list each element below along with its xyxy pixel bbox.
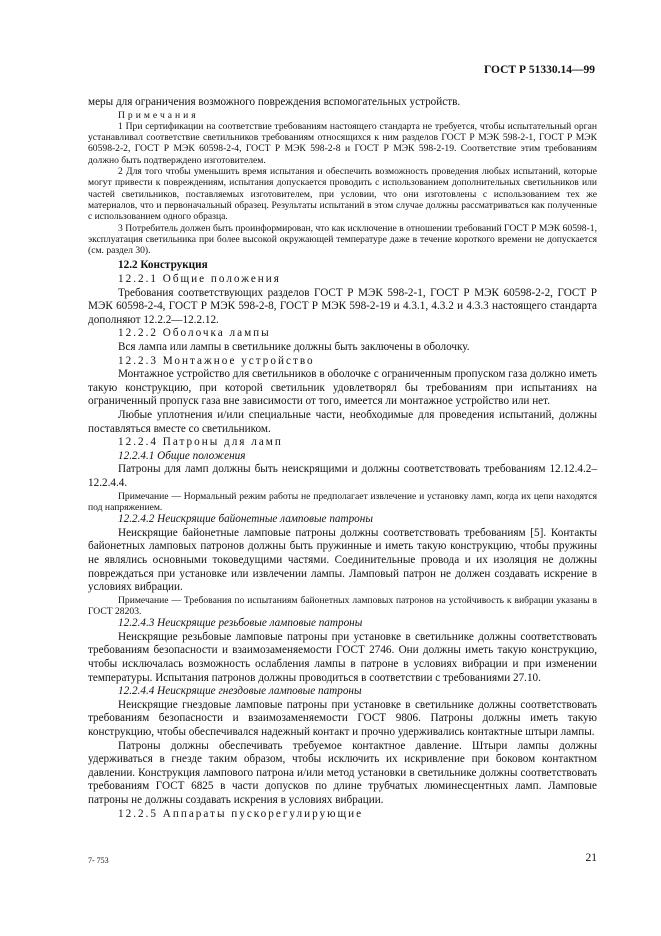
paragraph-p4: 3 Потребитель должен быть проинформирован, что как исключение в отношении требований ГОСТ Р МЭК 60598-1, эксплуатация светильника при более высокой окружающей температуре даже в течение короткого времени не допускается (см. раздел 30). bbox=[88, 222, 597, 257]
paragraph-p24: Патроны должны обеспечивать требуемое контактное давление. Штыри лампы должны удерживаться в гнезде таким образом, чтобы исключить их искривление при боковом контактном давлении. Конструкция лампового патрона и/или метод установки в светильнике должны соответствовать требованиям ГОСТ 6825 в части допусков по длине трубчатых люминесцентных ламп. Ламповые патроны не должны создавать искрения в условиях вибрации. bbox=[88, 739, 597, 807]
paragraph-p17: 12.2.4.2 Неискрящие байонетные ламповые патроны bbox=[118, 513, 373, 526]
paragraph-p18: Неискрящие байонетные ламповые патроны должны соответствовать требованиям [5]. Контакты байонетных ламповых патронов должны быть пружинные и иметь такую конструкцию, чтобы пружины не являлись основными токоведущими частями. Соединительные провода и их изоляция не должны повреждаться при установке или извлечении лампы. Ламповый патрон не должен создавать искрение в условиях вибрации. bbox=[88, 526, 597, 594]
print-mark: 7- 753 bbox=[88, 856, 109, 865]
paragraph-p23: Неискрящие гнездовые ламповые патроны при установке в светильнике должны соответствовать требованиям безопасности и взаимозаменяемости ГОСТ 9806. Патроны должны иметь такую конструкцию, чтобы обеспечивался надежный контакт и прочно удерживались контактные штыри лампы. bbox=[88, 698, 597, 739]
paragraph-p14: 12.2.4.1 Общие положения bbox=[118, 449, 246, 462]
paragraph-p25: 12.2.5 Аппараты пускорегулирующие bbox=[118, 807, 364, 820]
page-number: 21 bbox=[585, 852, 597, 864]
paragraph-p10: 12.2.3 Монтажное устройство bbox=[118, 354, 315, 367]
paragraph-p11: Монтажное устройство для светильников в оболочке с ограниченным пропуском газа должно иметь такую конструкцию, при которой светильник удовлетворял бы требованиям при испытаниях на ограниченный пропуск газа вне зависимости от того, имеется ли монтажное устройство или нет. bbox=[88, 368, 597, 408]
paragraph-p1: Примечания bbox=[118, 109, 199, 121]
paragraph-p13: 12.2.4 Патроны для ламп bbox=[118, 436, 283, 449]
standard-header: ГОСТ Р 51330.14—99 bbox=[484, 64, 595, 76]
paragraph-p19: Примечание — Требования по испытаниям байонетных ламповых патронов на устойчивость к вибрации указаны в ГОСТ 28203. bbox=[88, 594, 597, 617]
document-body bbox=[88, 96, 597, 821]
paragraph-p3: 2 Для того чтобы уменьшить время испытания и обеспечить возможность проведения любых испытаний, которые могут привести к повреждениям, испытания допускается проводить с использованием дополнительных светильников или частей светильников, поставляемых изготовителем, при условии, что они изготовлены с использованием тех же материалов, что и первоначальный образец. Результаты испытаний в этом случае должны рассматриваться как полученные с использованием одного образца. bbox=[88, 166, 597, 223]
paragraph-p0: меры для ограничения возможного повреждения вспомогательных устройств. bbox=[88, 96, 461, 108]
paragraph-p9: Вся лампа или лампы в светильнике должны быть заключены в оболочку. bbox=[118, 341, 470, 354]
paragraph-p12: Любые уплотнения и/или специальные части, необходимые для проведения испытаний, должны поставляться вместе со светильником. bbox=[88, 408, 597, 435]
paragraph-p15: Патроны для ламп должны быть неискрящими и должны соответствовать требованиям 12.12.4.2– 12.2.4.4. bbox=[88, 463, 597, 489]
paragraph-p8: 12.2.2 Оболочка лампы bbox=[118, 327, 271, 340]
paragraph-p21: Неискрящие резьбовые ламповые патроны при установке в светильнике должны соответствовать требованиям безопасности и взаимозаменяемости ГОСТ 2746. Они должны иметь такую конструкцию, чтобы исключалась возможность ослабления лампы в патроне в условиях вибрации и при изменении температуры. Испытания патронов должны проводиться в соответствии с требованиями 27.10. bbox=[88, 630, 597, 684]
paragraph-p16: Примечание — Нормальный режим работы не предполагает извлечение и установку ламп, когда их цепи находятся под напряжением. bbox=[88, 490, 597, 513]
paragraph-p2: 1 При сертификации на соответствие требованиям настоящего стандарта не требуется, чтобы испытательный орган устанавливал соответствие светильников требованиям относящихся к ним разделов ГОСТ Р МЭК 598-2-1, ГОСТ Р МЭК 60598-2-2, ГОСТ Р МЭК 60598-2-4, ГОСТ Р МЭК 598-2-8 и ГОСТ Р МЭК 598-2-19. Соответствие этим требованиям должно быть подтверждено изготовителем. bbox=[88, 120, 597, 166]
paragraph-p5: 12.2 Конструкция bbox=[118, 259, 208, 272]
paragraph-p22: 12.2.4.4 Неискрящие гнездовые ламповые патроны bbox=[118, 685, 362, 698]
paragraph-p6: 12.2.1 Общие положения bbox=[118, 273, 281, 286]
paragraph-p20: 12.2.4.3 Неискрящие резьбовые ламповые патроны bbox=[118, 617, 363, 630]
paragraph-p7: Требования соответствующих разделов ГОСТ Р МЭК 598-2-1, ГОСТ Р МЭК 60598-2-2, ГОСТ Р МЭК 60598-2-4, ГОСТ Р МЭК 598-2-8, ГОСТ Р МЭК 598-2-19 и 4.3.1, 4.3.2 и 4.3.3 настоящего стандарта дополняют 12.2.2—12.2.12. bbox=[88, 286, 597, 326]
